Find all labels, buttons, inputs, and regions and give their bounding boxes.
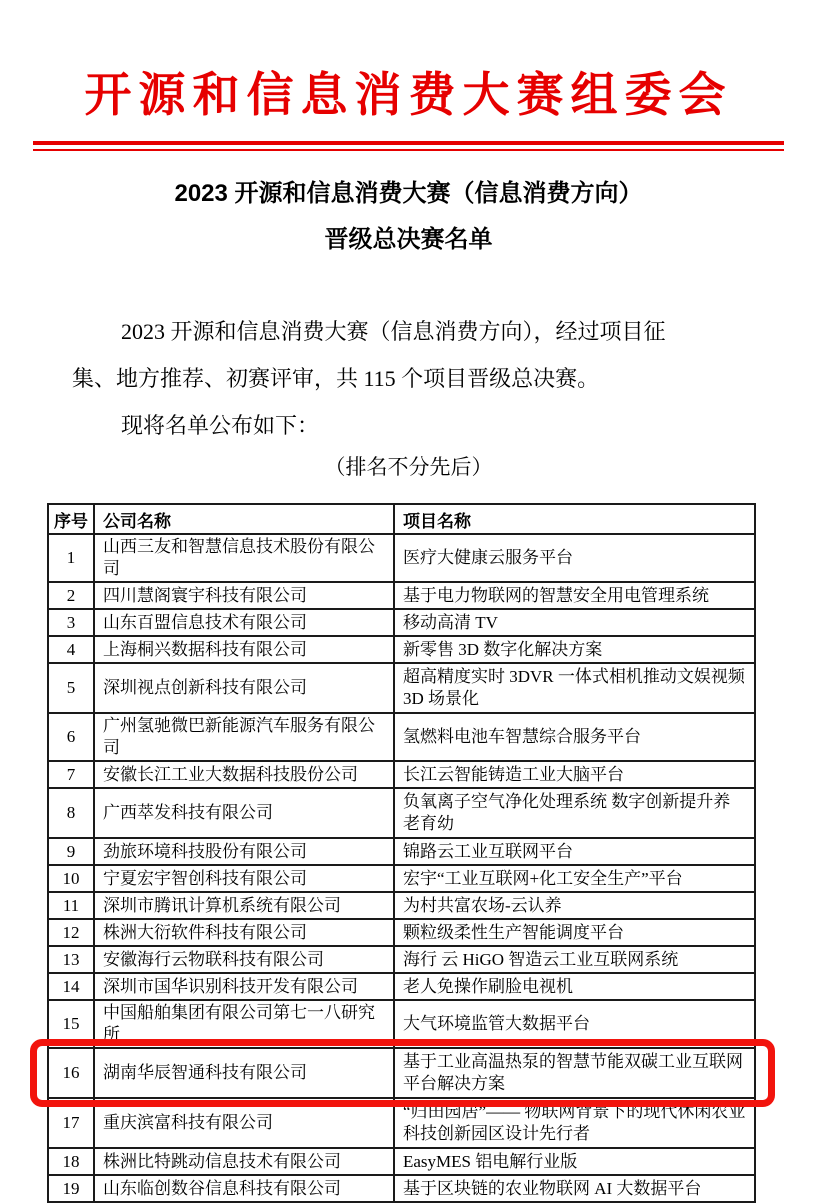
table-row bbox=[48, 919, 755, 946]
row-project: EasyMES 铝电解行业版 bbox=[394, 1148, 755, 1175]
row-company: 四川慧阁寰宇科技有限公司 bbox=[94, 582, 394, 609]
row-no: 10 bbox=[48, 865, 94, 892]
row-project: 超高精度实时 3DVR 一体式相机推动文娱视频 3D 场景化 bbox=[394, 663, 755, 713]
row-project: 氢燃料电池车智慧综合服务平台 bbox=[394, 713, 755, 761]
doc-title-line1: 2023 开源和信息消费大赛（信息消费方向） bbox=[174, 180, 643, 207]
row-project: 宏宇“工业互联网+化工安全生产”平台 bbox=[394, 865, 755, 892]
row-no: 15 bbox=[48, 1000, 94, 1048]
row-project: “归田园居”—— 物联网背景下的现代休闲农业科技创新园区设计先行者 bbox=[394, 1098, 755, 1148]
row-company: 广州氢驰微巴新能源汽车服务有限公司 bbox=[94, 713, 394, 761]
row-project: 医疗大健康云服务平台 bbox=[394, 534, 755, 582]
row-company: 山西三友和智慧信息技术股份有限公司 bbox=[94, 534, 394, 582]
column-header-project: 项目名称 bbox=[394, 504, 755, 534]
row-project: 大气环境监管大数据平台 bbox=[394, 1000, 755, 1048]
column-header-no: 序号 bbox=[48, 504, 94, 534]
row-company: 宁夏宏宇智创科技有限公司 bbox=[94, 865, 394, 892]
row-project: 负氧离子空气净化处理系统 数字创新提升养老育幼 bbox=[394, 788, 755, 838]
row-company: 深圳市腾讯计算机系统有限公司 bbox=[94, 892, 394, 919]
row-project: 基于电力物联网的智慧安全用电管理系统 bbox=[394, 582, 755, 609]
table-row bbox=[48, 892, 755, 919]
row-company: 上海桐兴数据科技有限公司 bbox=[94, 636, 394, 663]
paragraph-line-2: 集、地方推荐、初赛评审，共 115 个项目晋级总决赛。 bbox=[72, 366, 600, 391]
table-row bbox=[48, 582, 755, 609]
table-row bbox=[48, 1175, 755, 1202]
row-project: 海行 云 HiGO 智造云工业互联网系统 bbox=[394, 946, 755, 973]
table-row bbox=[48, 946, 755, 973]
row-no: 12 bbox=[48, 919, 94, 946]
results-table-body bbox=[48, 534, 755, 1202]
row-no: 11 bbox=[48, 892, 94, 919]
org-header-title: 开源和信息消费大赛组委会 bbox=[84, 70, 733, 122]
row-company: 深圳市国华识别科技开发有限公司 bbox=[94, 973, 394, 1000]
table-row bbox=[48, 865, 755, 892]
red-rule-thick bbox=[33, 141, 784, 145]
row-project: 新零售 3D 数字化解决方案 bbox=[394, 636, 755, 663]
row-company: 安徽长江工业大数据科技股份公司 bbox=[94, 761, 394, 788]
row-company: 广西萃发科技有限公司 bbox=[94, 788, 394, 838]
column-header-company: 公司名称 bbox=[94, 504, 394, 534]
paragraph-line-3: 现将名单公布如下： bbox=[121, 413, 320, 438]
row-company: 山东临创数谷信息科技有限公司 bbox=[94, 1175, 394, 1202]
paragraph-line-1: 2023 开源和信息消费大赛（信息消费方向），经过项目征 bbox=[121, 319, 666, 344]
row-no: 6 bbox=[48, 713, 94, 761]
row-company: 株洲大衍软件科技有限公司 bbox=[94, 919, 394, 946]
table-row bbox=[48, 1048, 755, 1098]
row-project: 移动高清 TV bbox=[394, 609, 755, 636]
row-no: 17 bbox=[48, 1098, 94, 1148]
table-row bbox=[48, 636, 755, 663]
table-row bbox=[48, 534, 755, 582]
doc-title-line2: 晋级总决赛名单 bbox=[324, 226, 493, 253]
table-row bbox=[48, 609, 755, 636]
table-row bbox=[48, 761, 755, 788]
row-project: 颗粒级柔性生产智能调度平台 bbox=[394, 919, 755, 946]
row-project: 为村共富农场-云认养 bbox=[394, 892, 755, 919]
row-project: 基于区块链的农业物联网 AI 大数据平台 bbox=[394, 1175, 755, 1202]
red-rule-thin bbox=[33, 149, 784, 151]
row-company: 深圳视点创新科技有限公司 bbox=[94, 663, 394, 713]
row-no: 16 bbox=[48, 1048, 94, 1098]
row-no: 5 bbox=[48, 663, 94, 713]
row-company: 株洲比特跳动信息技术有限公司 bbox=[94, 1148, 394, 1175]
row-project: 老人免操作刷脸电视机 bbox=[394, 973, 755, 1000]
table-row bbox=[48, 1148, 755, 1175]
table-row bbox=[48, 838, 755, 865]
row-no: 1 bbox=[48, 534, 94, 582]
results-table bbox=[47, 503, 756, 1203]
row-company: 劲旅环境科技股份有限公司 bbox=[94, 838, 394, 865]
row-company: 湖南华辰智通科技有限公司 bbox=[94, 1048, 394, 1098]
row-no: 7 bbox=[48, 761, 94, 788]
ranking-note: （排名不分先后） bbox=[324, 455, 493, 479]
table-header-row bbox=[48, 504, 755, 534]
table-row bbox=[48, 713, 755, 761]
row-no: 8 bbox=[48, 788, 94, 838]
table-row bbox=[48, 1098, 755, 1148]
table-row bbox=[48, 973, 755, 1000]
row-no: 13 bbox=[48, 946, 94, 973]
row-no: 14 bbox=[48, 973, 94, 1000]
row-company: 重庆滨富科技有限公司 bbox=[94, 1098, 394, 1148]
row-project: 长江云智能铸造工业大脑平台 bbox=[394, 761, 755, 788]
row-company: 中国船舶集团有限公司第七一八研究所 bbox=[94, 1000, 394, 1048]
row-company: 山东百盟信息技术有限公司 bbox=[94, 609, 394, 636]
row-no: 2 bbox=[48, 582, 94, 609]
row-no: 19 bbox=[48, 1175, 94, 1202]
row-no: 9 bbox=[48, 838, 94, 865]
table-row bbox=[48, 663, 755, 713]
table-row bbox=[48, 1000, 755, 1048]
row-no: 18 bbox=[48, 1148, 94, 1175]
row-no: 4 bbox=[48, 636, 94, 663]
row-no: 3 bbox=[48, 609, 94, 636]
row-project: 基于工业高温热泵的智慧节能双碳工业互联网平台解决方案 bbox=[394, 1048, 755, 1098]
table-row bbox=[48, 788, 755, 838]
row-company: 安徽海行云物联科技有限公司 bbox=[94, 946, 394, 973]
row-project: 锦路云工业互联网平台 bbox=[394, 838, 755, 865]
